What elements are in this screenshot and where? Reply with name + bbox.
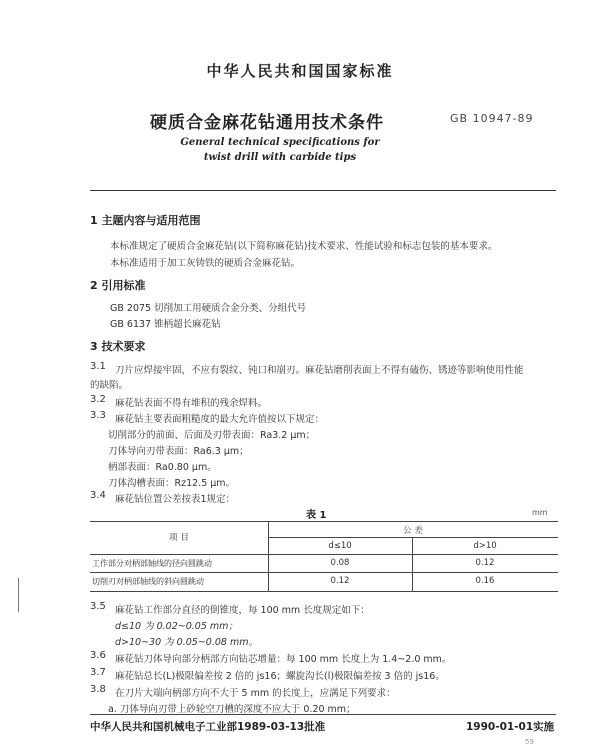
clause-3-5-item-a: d≤10 为 0.02~0.05 mm； xyxy=(115,621,238,632)
table-row-1-value-1: 0.08 xyxy=(330,558,350,568)
clause-3-2-number: 3.2 xyxy=(90,394,106,405)
standard-organization: 中华人民共和国国家标准 xyxy=(206,62,394,80)
table-top-rule xyxy=(90,521,558,522)
clause-3-2-text: 麻花钻表面不得有堆积的残余焊料。 xyxy=(115,398,268,409)
scan-margin-mark xyxy=(18,578,19,612)
table-row-2-label: 切削刃对柄部轴线的斜向圆跳动 xyxy=(92,577,204,586)
clause-3-8-item-a: a. 刀体导向刃带上砂轮空刀槽的深度不应大于 0.20 mm； xyxy=(108,704,356,715)
table-row-rule xyxy=(90,572,558,573)
table-header-bottom-rule xyxy=(90,554,558,555)
clause-3-8-text: 在刀片大端向柄部方向不大于 5 mm 的长度上，应满足下列要求： xyxy=(115,688,396,699)
clause-3-6-number: 3.6 xyxy=(90,650,106,661)
table-header-tolerance: 公 差 xyxy=(403,526,423,536)
table-row-1-value-2: 0.12 xyxy=(475,558,495,568)
table-subheader-d-le-10: d≤10 xyxy=(328,541,352,551)
roughness-guide-land: 刀体导向刃带表面：Ra6.3 μm； xyxy=(108,446,249,457)
roughness-cutting-part: 切削部分的前面、后面及刃带表面：Ra3.2 μm； xyxy=(108,430,316,441)
table-1-title: 表 1 xyxy=(306,510,327,521)
clause-3-6-text: 麻花钻刀体导向部分柄部方向钻芯增量：每 100 mm 长度上为 1.4~2.0 mm。 xyxy=(115,654,452,665)
clause-3-5-number: 3.5 xyxy=(90,601,106,612)
roughness-shank: 柄部表面：Ra0.80 μm。 xyxy=(108,462,217,473)
table-row-2-value-1: 0.12 xyxy=(330,576,350,586)
page-number: 59 xyxy=(525,738,534,746)
table-bottom-rule xyxy=(90,591,558,592)
table-1-unit: mm xyxy=(532,508,548,517)
roughness-flute: 刀体沟槽表面：Rz12.5 μm。 xyxy=(108,478,236,489)
clause-3-7-number: 3.7 xyxy=(90,667,106,678)
english-title-line-2: twist drill with carbide tips xyxy=(203,152,357,163)
clause-3-3-text: 麻花钻主要表面粗糙度的最大允许值按以下规定： xyxy=(115,414,325,425)
clause-3-8-number: 3.8 xyxy=(90,684,106,695)
section-2-heading: 2 引用标准 xyxy=(90,279,146,292)
clause-3-5-item-b: d>10~30 为 0.05~0.08 mm。 xyxy=(115,637,258,648)
table-row-2-value-2: 0.16 xyxy=(475,576,495,586)
reference-gb6137: GB 6137 锥柄超长麻花钻 xyxy=(110,319,221,330)
clause-3-7-text: 麻花钻总长(L)极限偏差按 2 倍的 js16；螺旋沟长(l)极限偏差按 3 倍的 js16。 xyxy=(115,671,445,682)
section-3-heading: 3 技术要求 xyxy=(90,340,146,353)
footer-effective-date: 1990-01-01实施 xyxy=(466,721,555,733)
section-1-paragraph-1: 本标准规定了硬质合金麻花钻(以下简称麻花钻)技术要求、性能试验和标志包装的基本要求。 xyxy=(110,241,498,252)
section-1-heading: 1 主题内容与适用范围 xyxy=(90,214,201,227)
footer-rule xyxy=(90,714,556,715)
clause-3-4-text: 麻花钻位置公差按表1规定： xyxy=(115,494,236,505)
clause-3-1-text-cont: 的缺陷。 xyxy=(90,380,129,391)
section-1-paragraph-2: 本标准适用于加工灰铸铁的硬质合金麻花钻。 xyxy=(110,258,301,269)
standard-number: GB 10947-89 xyxy=(450,112,534,125)
clause-3-5-text: 麻花钻工作部分直径的倒锥度，每 100 mm 长度规定如下： xyxy=(115,605,370,616)
table-subheader-d-gt-10: d>10 xyxy=(473,541,497,551)
english-title-line-1: General technical specifications for xyxy=(180,137,380,148)
clause-3-3-number: 3.3 xyxy=(90,410,106,421)
footer-issuer: 中华人民共和国机械电子工业部1989-03-13批准 xyxy=(90,721,326,733)
clause-3-4-number: 3.4 xyxy=(90,490,106,501)
clause-3-1-text: 刀片应焊接牢固，不应有裂纹、钝口和崩刃。麻花钻磨削表面上不得有磕伤、锈迹等影响使用性能 xyxy=(115,365,524,376)
table-header-item: 项 目 xyxy=(169,533,189,543)
header-divider xyxy=(90,190,556,191)
clause-3-1-number: 3.1 xyxy=(90,361,106,372)
table-header-mid-rule xyxy=(268,537,558,538)
table-row-1-label: 工作部分对柄部轴线的径向圆跳动 xyxy=(92,559,212,568)
standard-title: 硬质合金麻花钻通用技术条件 xyxy=(150,113,384,133)
reference-gb2075: GB 2075 切削加工用硬质合金分类、分组代号 xyxy=(110,303,307,314)
